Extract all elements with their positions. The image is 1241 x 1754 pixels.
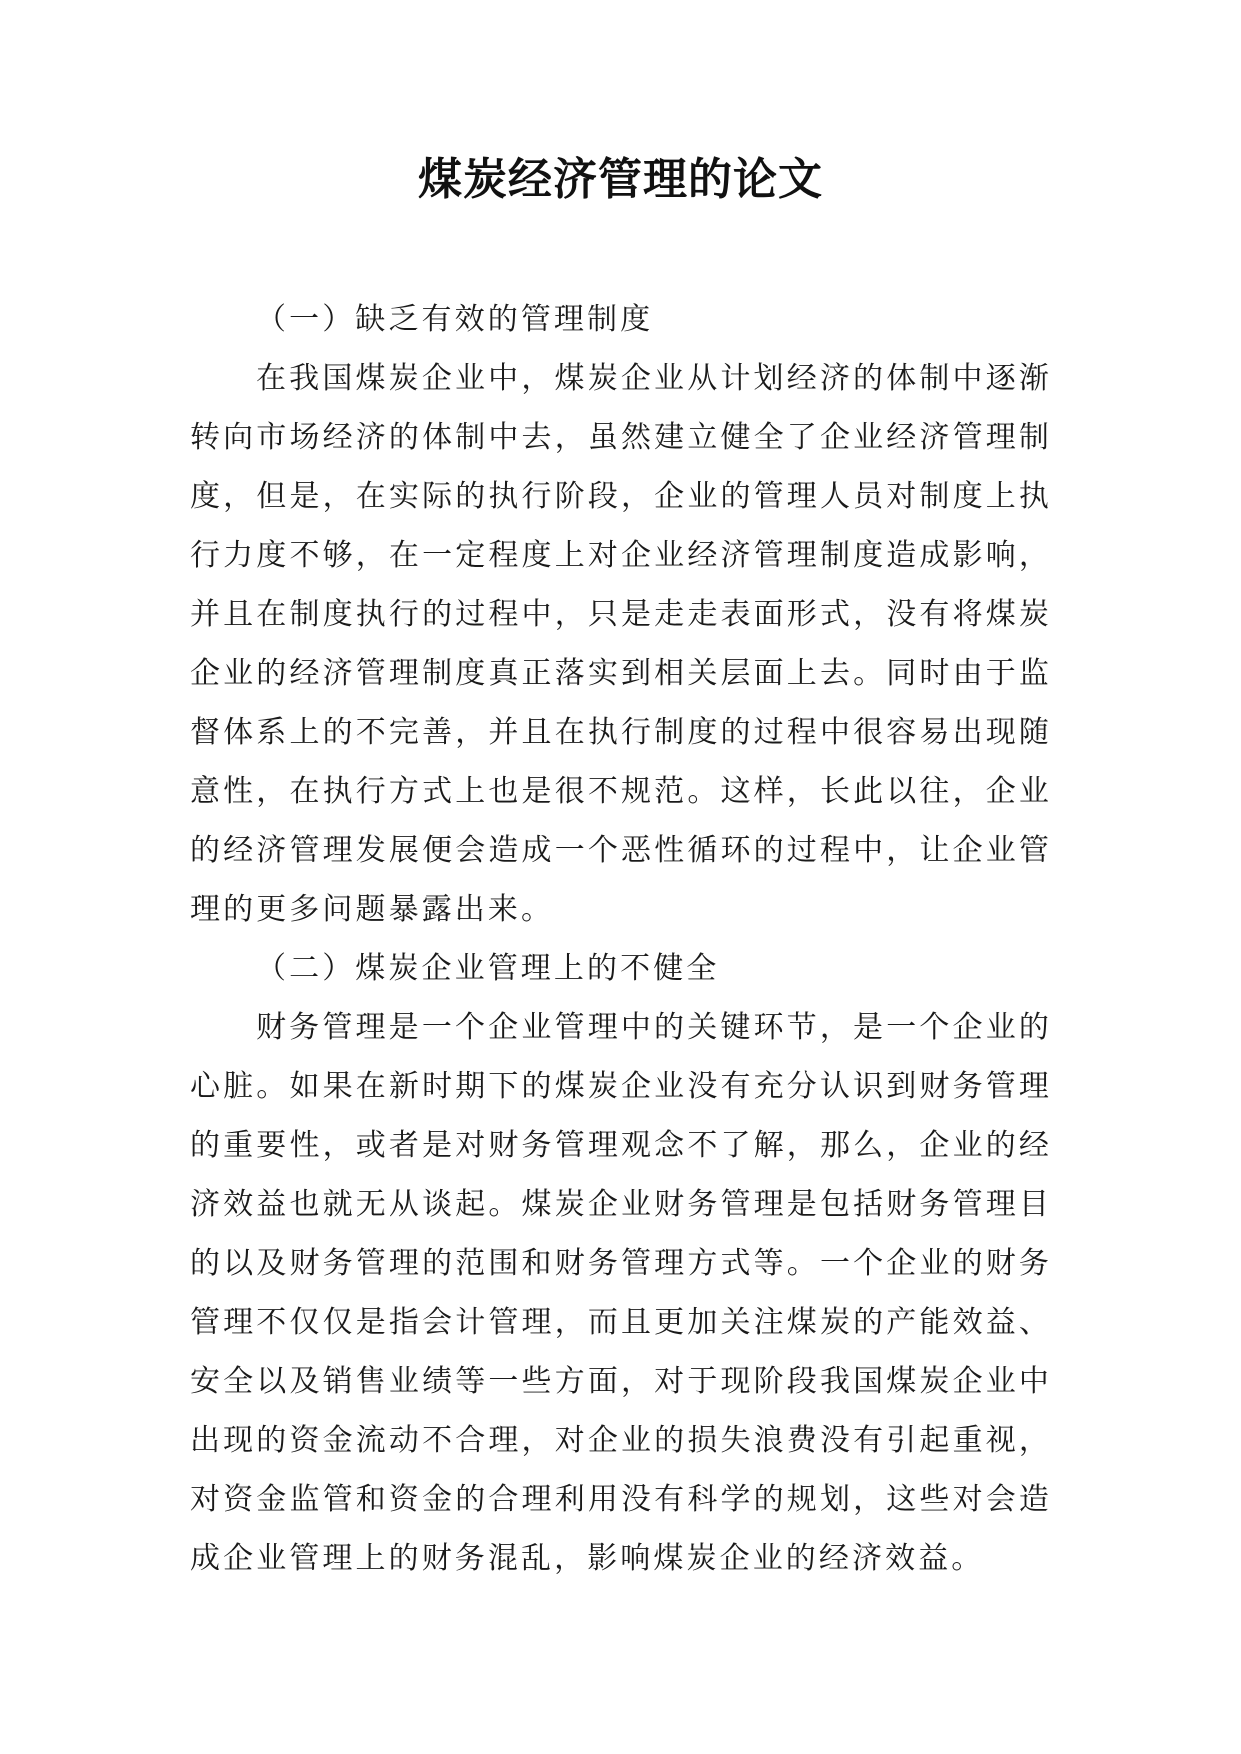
- section-paragraph-2: 财务管理是一个企业管理中的关键环节，是一个企业的心脏。如果在新时期下的煤炭企业没有充分认识到财务管理的重要性，或者是对财务管理观念不了解，那么，企业的经济效益也就无从谈起。煤炭企业财务管理是包括财务管理目的以及财务管理的范围和财务管理方式等。一个企业的财务管理不仅仅是指会计管理，而且更加关注煤炭的产能效益、安全以及销售业绩等一些方面，对于现阶段我国煤炭企业中出现的资金流动不合理，对企业的损失浪费没有引起重视，对资金监管和资金的合理利用没有科学的规划，这些对会造成企业管理上的财务混乱，影响煤炭企业的经济效益。: [190, 1010, 1052, 1576]
- section-heading-1: （一）缺乏有效的管理制度: [256, 302, 654, 337]
- document-body: [190, 290, 1052, 1588]
- document-title: 煤炭经济管理的论文: [418, 154, 823, 205]
- section-paragraph-1: 在我国煤炭企业中，煤炭企业从计划经济的体制中逐渐转向市场经济的体制中去，虽然建立健全了企业经济管理制度，但是，在实际的执行阶段，企业的管理人员对制度上执行力度不够，在一定程度上对企业经济管理制度造成影响，并且在制度执行的过程中，只是走走表面形式，没有将煤炭企业的经济管理制度真正落实到相关层面上去。同时由于监督体系上的不完善，并且在执行制度的过程中很容易出现随意性，在执行方式上也是很不规范。这样，长此以往，企业的经济管理发展便会造成一个恶性循环的过程中，让企业管理的更多问题暴露出来。: [190, 361, 1052, 927]
- section-heading-2: （二）煤炭企业管理上的不健全: [256, 951, 720, 986]
